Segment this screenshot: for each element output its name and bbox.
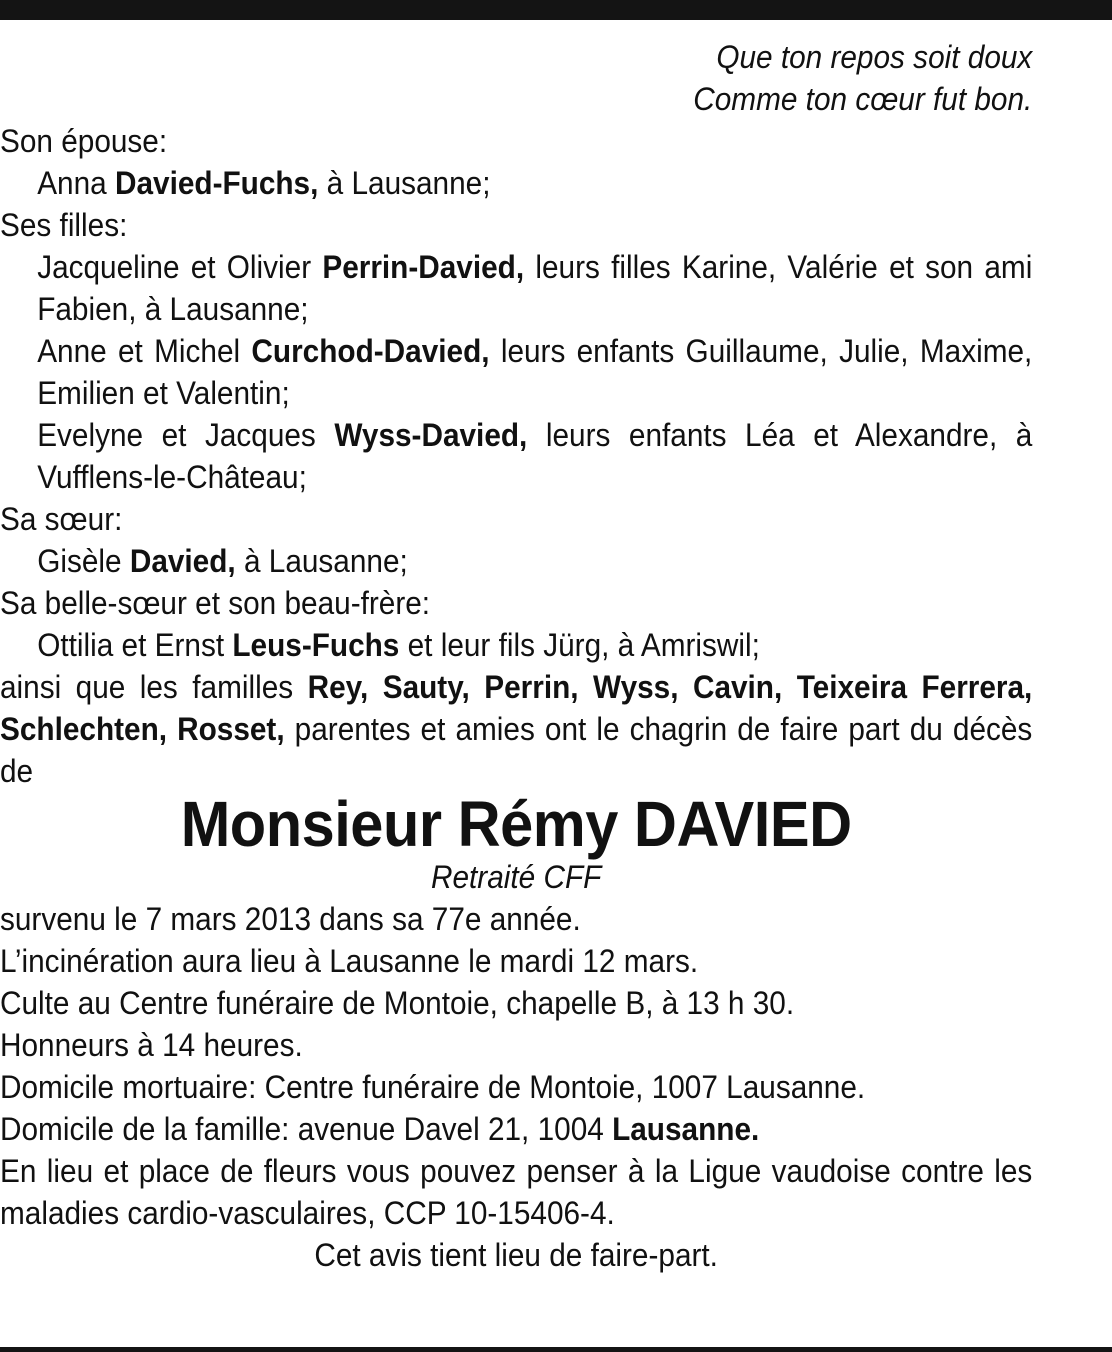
families-rest: parentes et amies ont le chagrin de faire part du décès de xyxy=(0,711,1033,789)
inlaws-heading: Sa belle-sœur et son beau-frère: xyxy=(0,585,431,621)
daughter-1-first-names: Jacqueline et Olivier xyxy=(37,249,323,285)
detail-line-2: L’incinération aura lieu à Lausanne le mardi 12 mars. xyxy=(0,943,699,979)
closing-line: Cet avis tient lieu de faire-part. xyxy=(314,1237,718,1273)
sister-heading: Sa sœur: xyxy=(0,501,123,537)
spouse-rest: à Lausanne; xyxy=(318,165,491,201)
daughter-entry-3 xyxy=(0,414,1032,498)
inlaws-rest: et leur fils Jürg, à Amriswil; xyxy=(399,627,760,663)
family-address-city: Lausanne. xyxy=(612,1111,760,1147)
daughter-entry-2 xyxy=(0,330,1032,414)
sister-surname: Davied, xyxy=(129,543,236,579)
daughters-heading: Ses filles: xyxy=(0,207,128,243)
donation-paragraph: En lieu et place de fleurs vous pouvez penser à la Ligue vaudoise contre les maladies cardio-vasculaires, CCP 10-15406-4. xyxy=(0,1153,1033,1231)
families-names: Rey, Sauty, Perrin, Wyss, Cavin, Teixeira Ferrera, Schlechten, Rosset, xyxy=(0,669,1033,747)
bottom-border-rule xyxy=(0,1347,1112,1352)
sister-rest: à Lausanne; xyxy=(235,543,408,579)
sister-first-name: Gisèle xyxy=(37,543,130,579)
spouse-heading: Son épouse: xyxy=(0,123,168,159)
family-address-lead: Domicile de la famille: avenue Davel 21, 1004 xyxy=(0,1111,613,1147)
daughter-entry-1 xyxy=(0,246,1032,330)
families-lead: ainsi que les familles xyxy=(0,669,308,705)
daughter-3-surname: Wyss-Davied, xyxy=(334,417,528,453)
daughter-3-rest: leurs enfants Léa et Alexandre, à Vufflens-le-Château; xyxy=(37,417,1033,495)
daughter-2-first-names: Anne et Michel xyxy=(37,333,252,369)
inlaws-entry xyxy=(0,624,1032,666)
inlaws-first-names: Ottilia et Ernst xyxy=(37,627,233,663)
daughter-1-rest: leurs filles Karine, Valérie et son ami Fabien, à Lausanne; xyxy=(37,249,1033,327)
family-address xyxy=(0,1108,1032,1150)
daughter-1-surname: Perrin-Davied, xyxy=(322,249,525,285)
deceased-title: Retraité CFF xyxy=(430,859,602,895)
epigraph-line-1: Que ton repos soit doux xyxy=(716,39,1033,75)
daughter-2-rest: leurs enfants Guillaume, Julie, Maxime, Emilien et Valentin; xyxy=(37,333,1033,411)
detail-line-3: Culte au Centre funéraire de Montoie, chapelle B, à 13 h 30. xyxy=(0,985,795,1021)
detail-line-5: Domicile mortuaire: Centre funéraire de Montoie, 1007 Lausanne. xyxy=(0,1069,866,1105)
epigraph-line-2: Comme ton cœur fut bon. xyxy=(693,81,1033,117)
deceased-name: Monsieur Rémy DAVIED xyxy=(180,788,852,860)
detail-line-1: survenu le 7 mars 2013 dans sa 77e année. xyxy=(0,901,581,937)
daughter-2-surname: Curchod-Davied, xyxy=(251,333,490,369)
spouse-surname: Davied-Fuchs, xyxy=(114,165,319,201)
spouse-entry xyxy=(0,162,1032,204)
families-paragraph xyxy=(0,666,1032,792)
spouse-first-name: Anna xyxy=(37,165,115,201)
death-notice xyxy=(0,36,1032,1276)
sister-entry xyxy=(0,540,1032,582)
top-border-rule xyxy=(0,0,1112,20)
detail-line-4: Honneurs à 14 heures. xyxy=(0,1027,303,1063)
daughter-3-first-names: Evelyne et Jacques xyxy=(37,417,335,453)
inlaws-surname: Leus-Fuchs xyxy=(232,627,400,663)
